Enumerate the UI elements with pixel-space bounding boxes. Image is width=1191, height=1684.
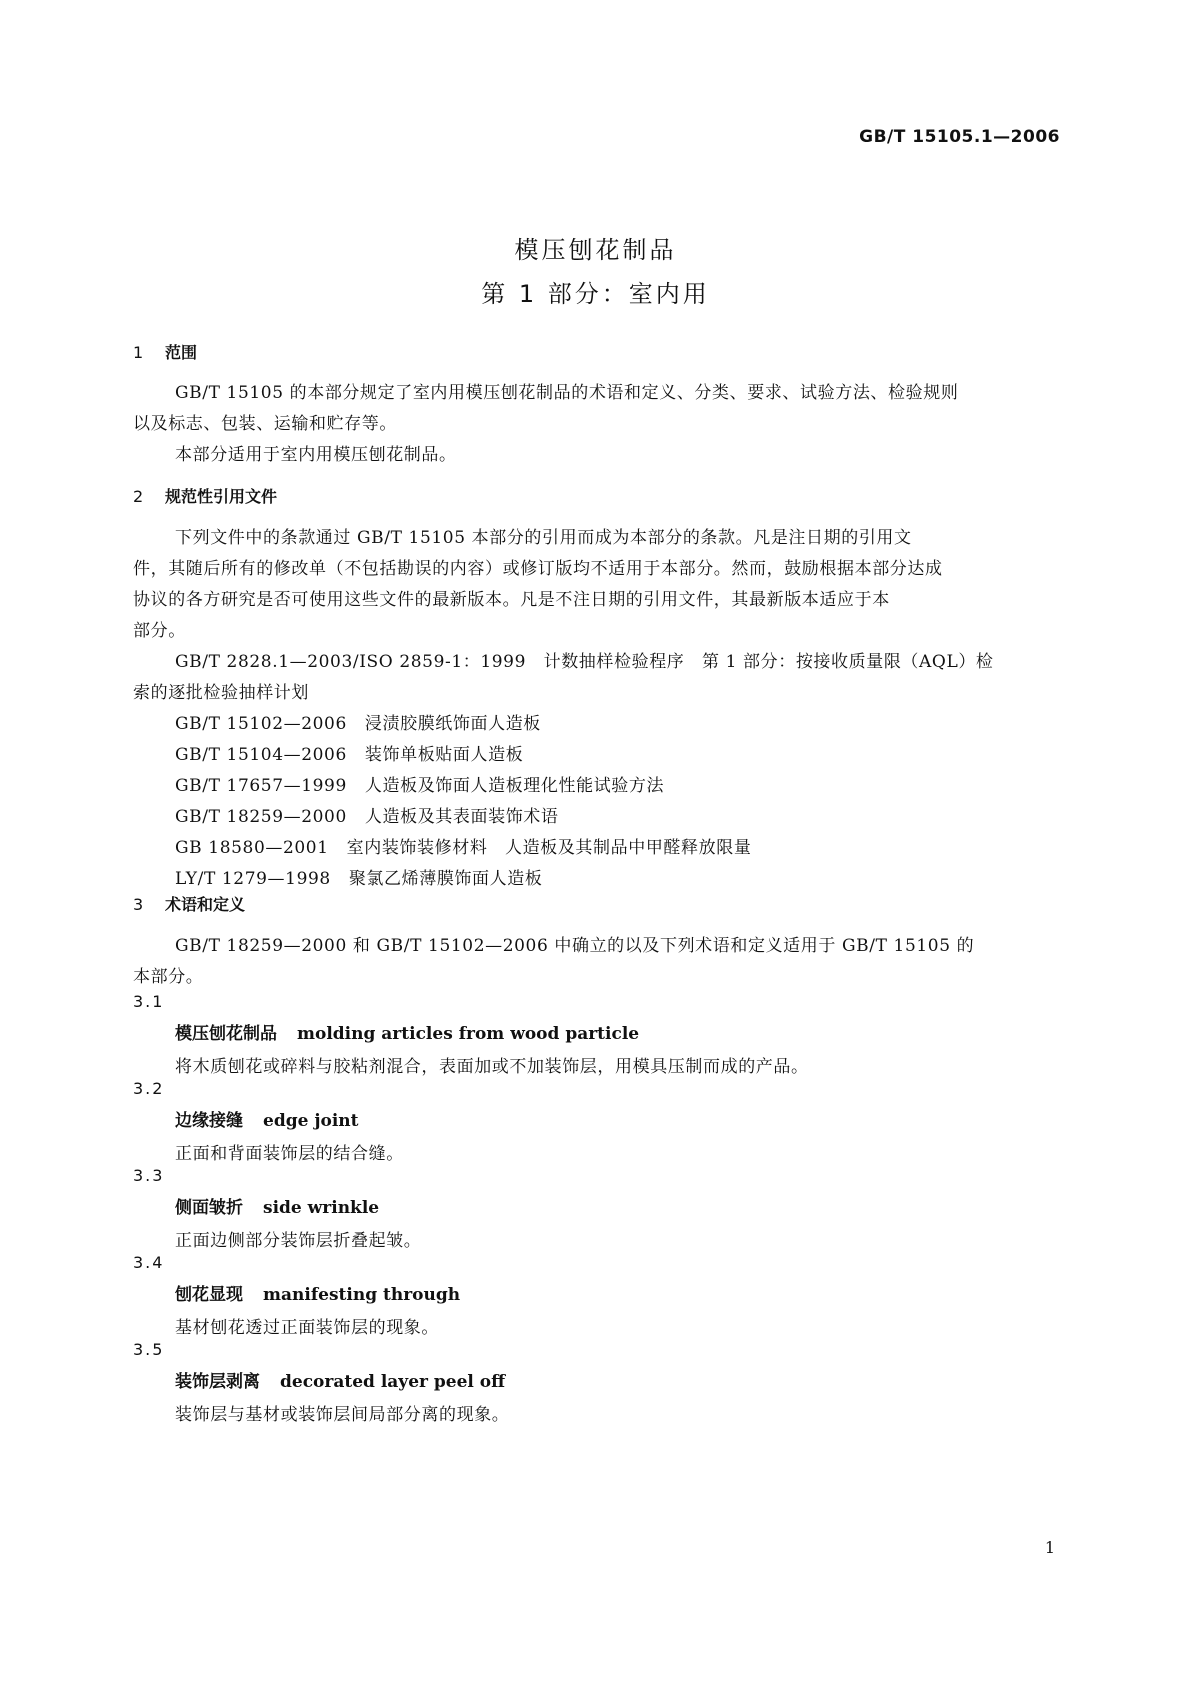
paragraph-continuation: 以及标志、包装、运输和贮存等。 [133,414,397,434]
term-definition: 将木质刨花或碎料与胶粘剂混合，表面加或不加装饰层，用模具压制而成的产品。 [175,1057,809,1077]
document-title: 模压刨花制品 [514,236,677,264]
term-definition: 正面边侧部分装饰层折叠起皱。 [175,1231,422,1251]
term-number: 3.1 [133,992,165,1011]
document-subtitle: 第 1 部分：室内用 [481,280,710,308]
reference-title: 人造板及饰面人造板理化性能试验方法 [364,776,665,796]
reference-code: LY/T 1279—1998 [175,869,331,889]
paragraph-continuation: 本部分。 [133,967,204,987]
term-number: 3.5 [133,1340,165,1359]
term-definition: 装饰层与基材或装饰层间局部分离的现象。 [175,1405,510,1425]
section-3 [133,892,1058,915]
reference-item [133,709,1058,740]
reference-code: GB 18580—2001 [175,838,329,858]
reference-item [133,864,1058,895]
term-name [133,1193,1058,1218]
paragraph: GB/T 18259—2000 和 GB/T 15102—2006 中确立的以及下列术语和定义适用于 GB/T 15105 的 [175,936,975,956]
page-number: 1 [1044,1538,1055,1557]
paragraph: 下列文件中的条款通过 GB/T 15105 本部分的引用而成为本部分的条款。凡是注日期的引用文 [175,528,912,548]
section-3-heading [133,892,1058,915]
reference-item-continuation: 索的逐批检验抽样计划 [133,683,309,703]
paragraph-continuation: 件，其随后所有的修改单（不包括勘误的内容）或修订版均不适用于本部分。然而，鼓励根据本部分达成 [133,559,943,579]
standard-code: GB/T 15105.1—2006 [859,127,1060,147]
section-number: 3 [133,895,144,914]
section-number: 1 [133,343,144,362]
reference-code: GB/T 15104—2006 [175,745,347,765]
reference-title: 室内装饰装修材料 人造板及其制品中甲醛释放限量 [346,838,752,858]
reference-code: GB/T 17657—1999 [175,776,347,796]
term-3-2 [133,1079,1058,1164]
term-name-en: side wrinkle [263,1198,380,1218]
term-number: 3.4 [133,1253,165,1272]
term-name-en: manifesting through [263,1285,461,1305]
section-2-heading [133,484,1058,507]
reference-item [133,833,1058,864]
paragraph: 本部分适用于室内用模压刨花制品。 [175,445,457,465]
reference-title: 浸渍胶膜纸饰面人造板 [364,714,541,734]
term-name [133,1367,1058,1392]
paragraph-continuation: 协议的各方研究是否可使用这些文件的最新版本。凡是不注日期的引用文件，其最新版本适应于本 [133,590,890,610]
reference-code: GB/T 15102—2006 [175,714,347,734]
section-2 [133,484,1058,507]
term-name-zh: 模压刨花制品 [175,1024,277,1044]
reference-item: GB/T 2828.1—2003/ISO 2859-1：1999 计数抽样检验程序 第 1 部分：按接收质量限（AQL）检 [175,652,994,672]
paragraph: GB/T 15105 的本部分规定了室内用模压刨花制品的术语和定义、分类、要求、试验方法、检验规则 [175,383,959,403]
reference-title: 人造板及其表面装饰术语 [364,807,559,827]
term-name-en: edge joint [263,1111,359,1131]
term-name-zh: 装饰层剥离 [175,1372,260,1392]
reference-title: 装饰单板贴面人造板 [364,745,524,765]
term-name-zh: 侧面皱折 [175,1198,243,1218]
section-1-heading [133,340,1058,363]
section-number: 2 [133,487,144,506]
term-3-5 [133,1340,1058,1425]
reference-title: 聚氯乙烯薄膜饰面人造板 [348,869,543,889]
term-definition: 基材刨花透过正面装饰层的现象。 [175,1318,439,1338]
section-1-body [133,378,1058,471]
term-number: 3.3 [133,1166,165,1185]
term-number: 3.2 [133,1079,165,1098]
reference-item [133,771,1058,802]
term-name [133,1106,1058,1131]
term-3-3 [133,1166,1058,1251]
term-definition: 正面和背面装饰层的结合缝。 [175,1144,404,1164]
section-2-body [133,523,1058,895]
term-name-zh: 刨花显现 [175,1285,243,1305]
term-name-en: decorated layer peel off [280,1372,506,1392]
reference-code: GB/T 18259—2000 [175,807,347,827]
section-title: 规范性引用文件 [165,487,278,506]
paragraph-continuation: 部分。 [133,621,186,641]
term-name [133,1019,1058,1044]
section-3-body [133,931,1058,993]
term-3-4 [133,1253,1058,1338]
section-1 [133,340,1058,363]
term-name [133,1280,1058,1305]
section-title: 术语和定义 [165,895,246,914]
term-3-1 [133,992,1058,1077]
term-name-zh: 边缘接缝 [175,1111,243,1131]
reference-item [133,802,1058,833]
reference-item [133,740,1058,771]
section-title: 范围 [165,343,198,362]
term-name-en: molding articles from wood particle [297,1024,640,1044]
